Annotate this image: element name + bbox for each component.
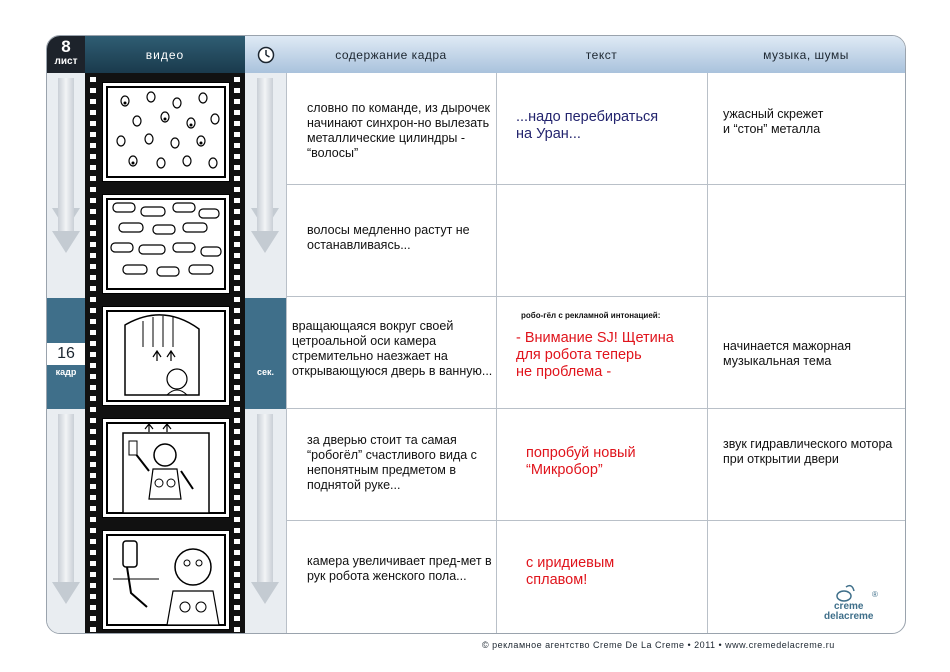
sprocket-hole [90,572,96,577]
sprocket-hole [234,110,240,115]
sprocket-hole [234,407,240,412]
sprocket-hole [90,308,96,313]
dialogue-text: ...надо перебираться на Уран... [516,109,659,142]
sprocket-hole [90,275,96,280]
sprocket-hole [90,539,96,544]
sprocket-hole [90,209,96,214]
sprocket-hole [234,583,240,588]
sprocket-hole [234,363,240,368]
sprocket-hole [90,88,96,93]
sprocket-hole [90,561,96,566]
sprocket-hole [90,110,96,115]
sprocket-hole [234,506,240,511]
clock-icon [257,46,275,64]
sprocket-hole [90,253,96,258]
storyboard-frame-4 [102,418,230,518]
storyboard-frame-2 [102,194,230,294]
sprocket-hole [234,154,240,159]
sprocket-hole [90,99,96,104]
frame-description: волосы медленно растут не останавливаясь... [307,223,470,252]
film-strip [85,73,245,633]
sprocket-hole [90,165,96,170]
header-row [47,36,905,73]
sprocket-hole [234,418,240,423]
frame-description: камера увеличивает пред-мет в рук робота женского пола... [307,554,492,583]
sprocket-hole [90,627,96,632]
sprocket-hole [234,517,240,522]
sprocket-hole [90,242,96,247]
sprocket-hole [90,506,96,511]
sprocket-hole [234,473,240,478]
sprocket-hole [234,187,240,192]
sprocket-hole [234,396,240,401]
sprocket-hole [90,154,96,159]
frame-description: за дверью стоит та самая “робогёл” счастливого вида с непонятным предметом в поднятой руке... [307,433,477,492]
sprocket-hole [90,352,96,357]
sprocket-hole [234,352,240,357]
sprocket-hole [234,286,240,291]
sprocket-hole [234,176,240,181]
column-header-text: текст [585,47,618,62]
sprocket-hole [90,132,96,137]
sprocket-hole [90,231,96,236]
active-frame-marker-right [245,298,286,409]
sprocket-hole [234,319,240,324]
sprocket-hole [234,440,240,445]
sprocket-hole [90,605,96,610]
storyboard-frame-1 [102,82,230,182]
frame-description: словно по команде, из дырочек начинают синхрон-но вылезать металлические цилиндры - “волосы” [307,101,491,160]
sprocket-hole [234,594,240,599]
sprocket-hole [90,143,96,148]
sprocket-hole [90,121,96,126]
sprocket-hole [90,451,96,456]
logo-line2: delacreme [824,611,874,622]
music-note: ужасный скрежет и “стон” металла [723,107,824,136]
sprocket-hole [234,99,240,104]
sprocket-hole [90,528,96,533]
sprocket-hole [234,88,240,93]
sprocket-hole [90,341,96,346]
logo-line1: creme [834,601,864,612]
sprocket-hole [234,275,240,280]
sprocket-hole [234,495,240,500]
music-note: начинается мажорная музыкальная тема [723,339,851,368]
sprocket-hole [90,198,96,203]
sprocket-hole [234,308,240,313]
sprocket-hole [234,165,240,170]
sprocket-hole [90,286,96,291]
sprocket-hole [90,220,96,225]
sprocket-hole [90,319,96,324]
sprocket-hole [234,605,240,610]
sheet-number-badge [47,36,85,73]
sprocket-hole [90,517,96,522]
sprocket-hole [234,627,240,632]
sprocket-hole [90,418,96,423]
music-note: звук гидравлического мотора при открытии двери [723,437,893,466]
storyboard-frame-3 [102,306,230,406]
sprocket-hole [234,121,240,126]
column-header-music: музыка, шумы [763,47,849,62]
sprocket-hole [234,242,240,247]
sprocket-hole [234,198,240,203]
sprocket-hole [90,616,96,621]
sprocket-hole [234,297,240,302]
sheet-label: лист [54,56,78,67]
sprocket-hole [234,550,240,555]
sprocket-hole [234,451,240,456]
dialogue-text: попробуй новый “Микробор” [526,445,636,478]
sprocket-hole [234,220,240,225]
sprocket-hole [234,209,240,214]
sprocket-hole [90,429,96,434]
sprocket-hole [90,264,96,269]
sheet-number: 8 [61,37,71,56]
sprocket-hole [234,341,240,346]
column-header-video: видео [85,36,245,73]
sprocket-hole [90,462,96,467]
sprocket-hole [234,484,240,489]
sprocket-hole [234,385,240,390]
dialogue-text: с иридиевым сплавом! [526,555,615,588]
footer-credits: © рекламное агентство Creme De La Creme • 2011 • www.cremedelacreme.ru [482,640,835,650]
sprocket-hole [234,264,240,269]
sprocket-hole [234,231,240,236]
sprocket-hole [90,77,96,82]
sprocket-hole [90,385,96,390]
frame-description: вращающаяся вокруг своей цетроальной оси камера стремительно наезжает на открывающуюся дверь в ванную... [292,319,493,378]
sprocket-hole [234,330,240,335]
sprocket-hole [90,396,96,401]
sprocket-hole [234,143,240,148]
sprocket-hole [90,594,96,599]
registered-mark: ® [872,590,878,599]
sprocket-hole [90,484,96,489]
sprocket-hole [90,187,96,192]
sprocket-hole [234,572,240,577]
sprocket-hole [234,561,240,566]
sprocket-hole [234,539,240,544]
sprocket-hole [90,374,96,379]
sprocket-hole [234,616,240,621]
sprocket-hole [234,77,240,82]
sprocket-hole [234,462,240,467]
sprocket-hole [234,429,240,434]
column-header-content: содержание кадра [335,47,447,62]
sprocket-hole [90,297,96,302]
sprocket-hole [234,528,240,533]
sprocket-hole [90,330,96,335]
storyboard-sheet [46,35,906,634]
sprocket-hole [90,363,96,368]
dialogue-text: - Внимание SJ! Щетина для робота теперь не проблема - [516,330,674,380]
creme-de-la-creme-logo [820,583,880,623]
sprocket-hole [90,440,96,445]
sprocket-hole [90,550,96,555]
sprocket-hole [234,374,240,379]
column-header-timer [245,36,286,73]
frame-label: кадр [55,367,77,377]
sprocket-hole [90,407,96,412]
storyboard-frame-5 [102,530,230,630]
sprocket-hole [90,176,96,181]
seconds-label: сек. [256,367,274,377]
sprocket-hole [90,473,96,478]
sprocket-hole [234,253,240,258]
voice-direction-note: робо-гёл с рекламной интонацией: [521,311,661,320]
frame-number: 16 [47,343,85,365]
sprocket-hole [90,583,96,588]
sprocket-hole [234,132,240,137]
sprocket-hole [90,495,96,500]
